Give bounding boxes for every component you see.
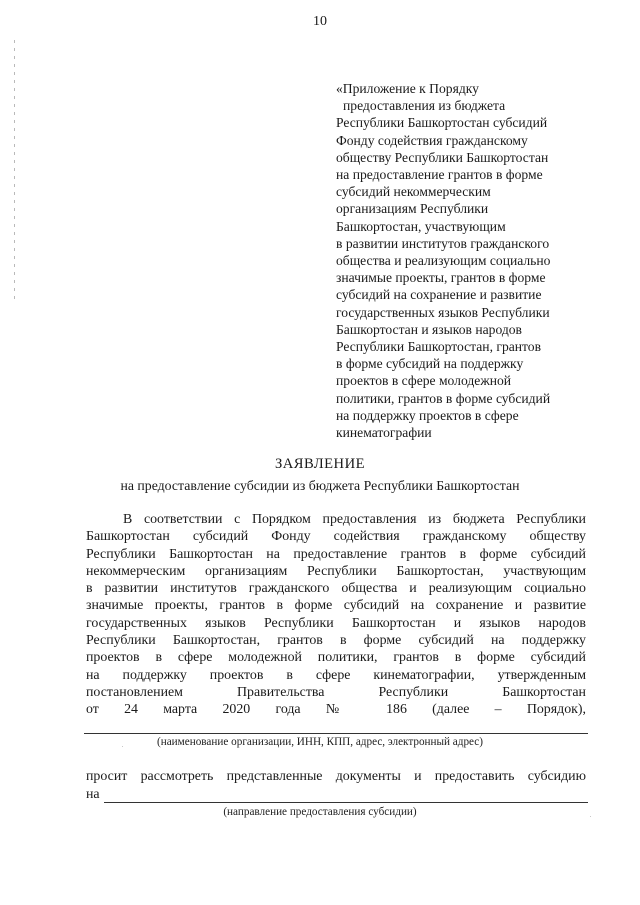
appendix-line: субсидий на сохранение и развитие: [336, 287, 542, 303]
appendix-line: Республики Башкортостан, грантов: [336, 339, 542, 355]
appendix-line: значимые проекты, грантов в форме: [336, 270, 546, 286]
body-line: на поддержку проектов в сфере кинематографии, утвержденным: [86, 667, 586, 683]
appendix-line: на предоставление грантов в форме: [336, 167, 543, 183]
body-paragraph: [86, 511, 586, 719]
appendix-line: кинематографии: [336, 425, 432, 441]
appendix-line: проектов в сфере молодежной: [336, 373, 512, 389]
request-text: просит рассмотреть представленные документы и предоставить субсидию: [86, 769, 586, 784]
appendix-line: политики, грантов в форме субсидий: [336, 390, 551, 406]
appendix-line: предоставления из бюджета: [343, 98, 506, 114]
body-line: от 24 марта 2020 года № 186 (далее – Порядок),: [86, 702, 586, 718]
appendix-line: Республики Башкортостан субсидий: [336, 115, 548, 131]
org-caption: (наименование организации, ИНН, КПП, адрес, электронный адрес): [157, 736, 483, 748]
appendix-line: «Приложение к Порядку: [336, 81, 479, 96]
appendix-block: [336, 80, 596, 441]
appendix-line: организациям Республики: [336, 201, 489, 217]
body-line: Башкортостан субсидий Фонду содействия гражданскому обществу: [86, 529, 586, 545]
body-line: В соответствии с Порядком предоставления из бюджета Республики: [123, 512, 586, 527]
direction-fill-line[interactable]: [104, 802, 588, 803]
body-line: Республики Башкортостан на предоставление грантов в форме субсидий: [86, 546, 586, 562]
appendix-line: на поддержку проектов в сфере: [336, 407, 519, 423]
appendix-line: субсидий некоммерческим: [336, 184, 491, 200]
scan-speck: [122, 746, 123, 747]
scan-speck: [590, 816, 591, 817]
scan-edge-marks: [14, 40, 15, 300]
body-line: государственных языков Республики Башкортостан и языков народов: [86, 615, 586, 631]
body-line: проектов в сфере молодежной политики, грантов в форме субсидий: [86, 650, 586, 666]
page-number: 10: [313, 14, 327, 29]
document-subtitle: на предоставление субсидии из бюджета Республики Башкортостан: [120, 478, 520, 493]
document-title: ЗАЯВЛЕНИЕ: [274, 456, 366, 472]
body-line: некоммерческим организациям Республики Башкортостан, участвующим: [86, 563, 586, 579]
appendix-line: в форме субсидий на поддержку: [336, 356, 524, 372]
appendix-line: общества и реализующим социально: [336, 253, 551, 269]
appendix-line: Башкортостан и языков народов: [336, 321, 522, 337]
appendix-line: государственных языков Республики: [336, 304, 550, 320]
na-label: на: [86, 787, 100, 802]
body-line: Республики Башкортостан, грантов в форме субсидий на поддержку: [86, 633, 586, 649]
appendix-line: в развитии институтов гражданского: [336, 235, 550, 251]
direction-caption: (направление предоставления субсидии): [223, 806, 417, 818]
appendix-line: обществу Республики Башкортостан: [336, 149, 549, 165]
appendix-line: Фонду содействия гражданскому: [336, 132, 528, 148]
body-line: в развитии институтов гражданского общества и реализующим социально: [86, 581, 586, 597]
appendix-line: Башкортостан, участвующим: [336, 218, 506, 234]
body-line: значимые проекты, грантов в форме субсидий на сохранение и развитие: [86, 598, 586, 614]
body-line: постановлением Правительства Республики Башкортостан: [86, 684, 586, 700]
org-fill-line[interactable]: [84, 733, 588, 734]
